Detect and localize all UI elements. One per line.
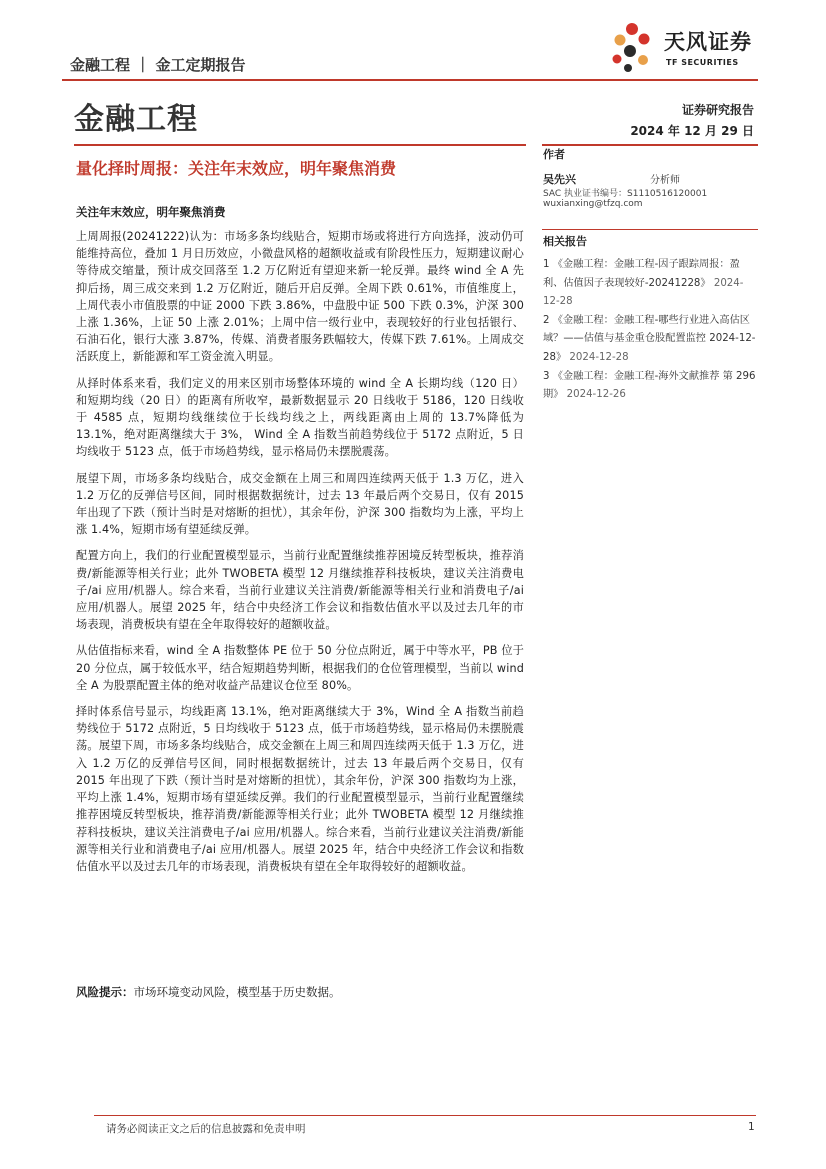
page-number: 1 <box>748 1121 755 1133</box>
body-paragraph: 从估值指标来看，wind 全 A 指数整体 PE 位于 50 分位点附近，属于中等水平，PB 位于 20 分位点，属于较低水平，结合短期趋势判断，根据我们的仓位管理模型，当前以 wind 全 A 为股票配置主体的绝对收益产品建议仓位至 80%。 <box>76 644 525 692</box>
report-subtitle: 关注年末效应，明年聚焦消费 <box>76 205 226 219</box>
related-report-title[interactable]: 3 《金融工程：金融工程-海外文献推荐 第 296 期》 <box>543 370 756 401</box>
related-report-item[interactable] <box>543 368 757 405</box>
related-report-title[interactable]: 1 《金融工程：金融工程-因子跟踪周报：盈利、估值因子表现较好-20241228》 <box>543 259 740 289</box>
author-certificate: SAC 执业证书编号：S1110516120001 <box>543 189 708 199</box>
risk-label: 风险提示： <box>76 985 134 999</box>
author-email[interactable]: wuxianxing@tfzq.com <box>543 199 643 209</box>
related-divider <box>542 229 758 230</box>
body-paragraph: 配置方向上，我们的行业配置模型显示，当前行业配置继续推荐困境反转型板块，推荐消费/新能源等相关行业；此外 TWOBETA 模型 12 月继续推荐科技板块，建议关注消费电子/ai 应用/机器人。综合来看，当前行业建议关注消费/新能源等相关行业和消费电子/ai 应用/机器人。展望 2025 年，结合中央经济工作会议和指数估值水平以及过去几年的市场表现，消费板块有望在全年取得较好的超额收益。 <box>76 549 524 632</box>
logo-mark-icon <box>608 20 664 74</box>
risk-text: 市场环境变动风险，模型基于历史数据。 <box>133 985 341 999</box>
section-title: 金融工程 <box>74 102 198 137</box>
footer-divider <box>94 1115 756 1116</box>
related-report-date: 2024-12-28 <box>543 277 744 308</box>
related-report-title[interactable]: 2 《金融工程：金融工程-哪些行业进入高估区域？——估值与基金重仓股配置监控 2024-12-28》 <box>543 314 756 363</box>
header-breadcrumb: 金融工程 ｜ 金工定期报告 <box>70 56 246 74</box>
body-paragraph: 上周周报(20241222)认为：市场多条均线贴合，短期市场或将进行方向选择，波动仍可能维持高位，叠加 1 月日历效应，小微盘风格的超额收益或有阶段性压力，短期建议耐心等待成交缩量，预计成交回落至 1.2 万亿附近有望迎来新一轮反弹。最终 wind 全 A 先抑后扬，周三成交来到 1.2 万亿附近，随后开启反弹。全周下跌 0.61%，市值维度上，上周代表小市值股票的中证 2000 下跌 3.86%，中盘股中证 500 下跌 0.3%，沪深 300 上涨 1.36%，上证 50 上涨 2.01%；上周中信一级行业中，表现较好的行业包括银行、石油石化，银行大涨 3.87%，传媒、消费者服务跌幅较大，传媒下跌 7.61%。上周成交活跃度上，新能源和军工资金流入明显。 <box>76 230 524 364</box>
sidebar-divider <box>542 144 758 146</box>
author-heading: 作者 <box>543 148 565 161</box>
footer-disclaimer: 请务必阅读正文之后的信息披露和免责申明 <box>106 1123 306 1135</box>
author-role: 分析师 <box>650 175 680 186</box>
related-reports-heading: 相关报告 <box>543 235 587 248</box>
report-type: 证券研究报告 <box>681 103 754 117</box>
report-title: 量化择时周报：关注年末效应，明年聚焦消费 <box>76 159 397 178</box>
logo-name-en: TF SECURITIES <box>666 58 739 67</box>
author-name: 吴先兴 <box>543 173 576 186</box>
header-divider <box>62 79 758 81</box>
main-divider <box>74 144 526 146</box>
body-paragraph: 展望下周，市场多条均线贴合，成交金额在上周三和周四连续两天低于 1.3 万亿，进入 1.2 万亿的反弹信号区间，同时根据数据统计，过去 13 年最后两个交易日，仅有 2015 年出现了下跌（预计当时是对熔断的担忧），其余年份，沪深 300 指数均为上涨，平均上涨 1.4%，短期市场有望延续反弹。 <box>76 471 524 537</box>
company-logo <box>608 20 760 74</box>
report-body <box>76 228 524 884</box>
body-paragraph: 从择时体系来看，我们定义的用来区别市场整体环境的 wind 全 A 长期均线（120 日）和短期均线（20 日）的距离有所收窄，最新数据显示 20 日线收于 5186，120 日线收于 4585 点，短期均线继续位于长线均线之上，两线距离由上周的 13.7%降低为 13.1%，绝对距离继续大于 3%， Wind 全 A 指数当前趋势线位于 5172 点附近，5 日均线收于 5123 点，低于市场趋势线，显示格局仍未摆脱震荡。 <box>76 376 524 459</box>
risk-notice <box>76 984 524 1000</box>
related-report-item[interactable] <box>543 312 757 368</box>
related-report-item[interactable] <box>543 256 757 312</box>
related-reports-list <box>543 256 757 405</box>
related-report-date: 2024-12-26 <box>566 389 626 401</box>
logo-name-cn: 天风证券 <box>664 30 752 54</box>
related-report-date: 2024-12-28 <box>569 351 629 363</box>
body-paragraph: 择时体系信号显示，均线距离 13.1%，绝对距离继续大于 3%，Wind 全 A 指数当前趋势线位于 5172 点附近，5 日均线收于 5123 点，低于市场趋势线，显示格局仍未摆脱震荡。展望下周，市场多条均线贴合，成交金额在上周三和周四连续两天低于 1.3 万亿，进入 1.2 万亿的反弹信号区间，同时根据数据统计，过去 13 年最后两个交易日，仅有 2015 年出现了下跌（预计当时是对熔断的担忧），其余年份，沪深 300 指数均为上涨，平均上涨 1.4%，短期市场有望延续反弹。我们的行业配置模型显示，当前行业配置继续推荐困境反转型板块，推荐消费/新能源等相关行业；此外 TWOBETA 模型 12 月继续推荐科技板块，建议关注消费电子/ai 应用/机器人。综合来看，当前行业建议关注消费/新能源等相关行业和消费电子/ai 应用/机器人。展望 2025 年，结合中央经济工作会议和指数估值水平以及过去几年的市场表现，消费板块有望在全年取得较好的超额收益。 <box>76 705 524 873</box>
report-date: 2024 年 12 月 29 日 <box>630 124 754 138</box>
